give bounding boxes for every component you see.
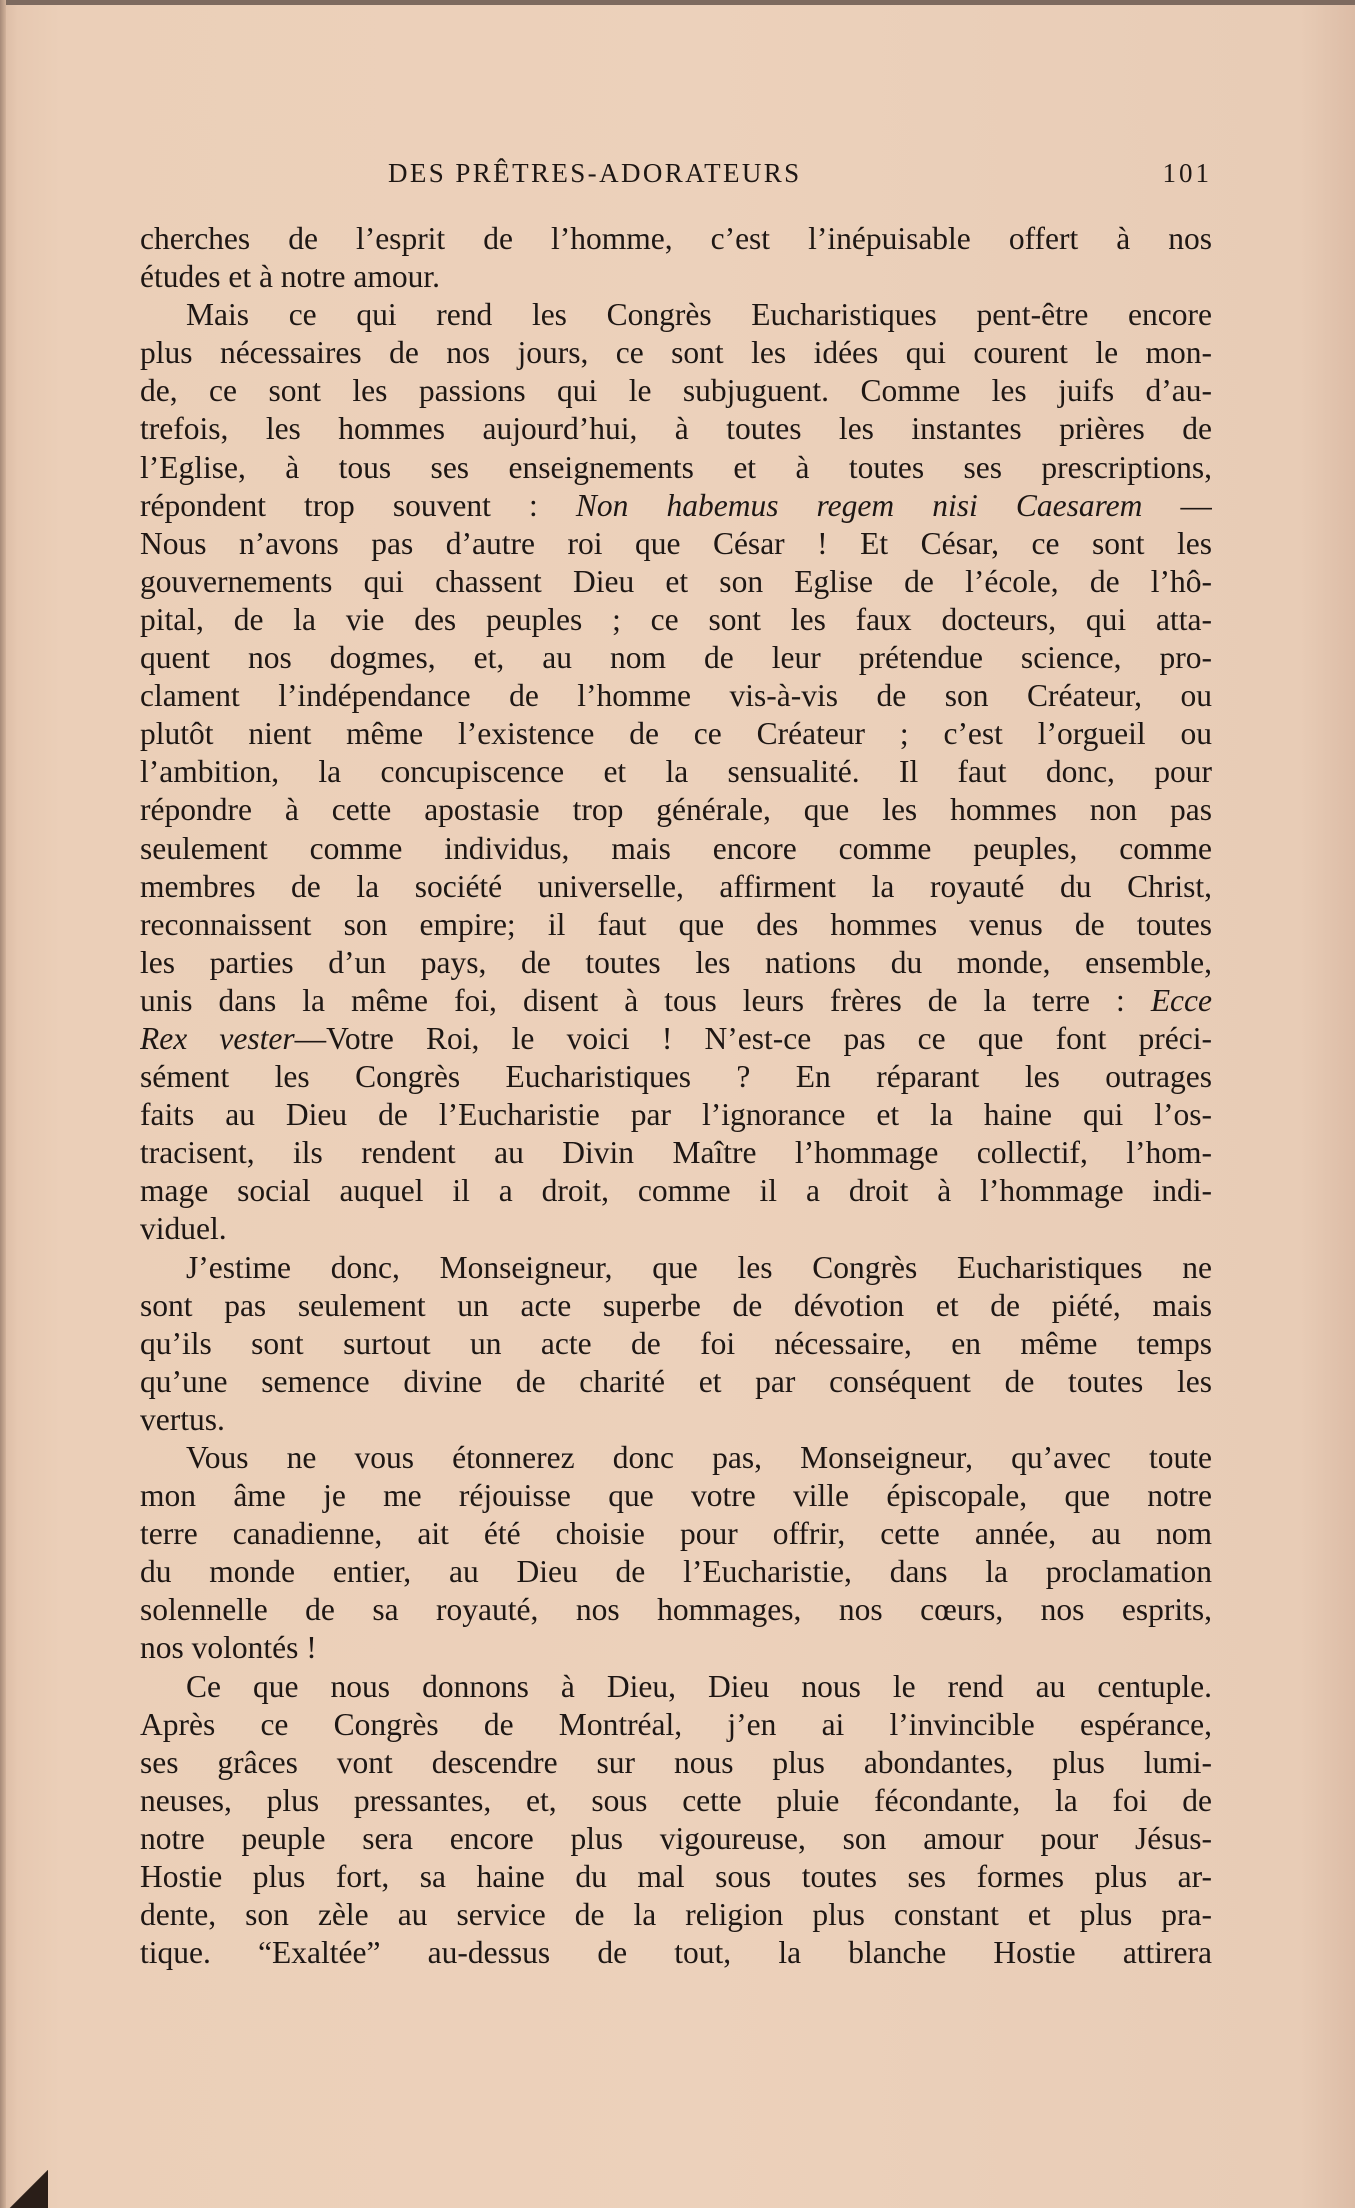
text-run: qu’ils sont surtout un acte de foi nécessaire, en même temps — [140, 1325, 1212, 1361]
text-run: nos volontés ! — [140, 1630, 317, 1666]
text-run: les parties d’un pays, de toutes les nations du monde, ensemble, — [140, 944, 1212, 980]
text-line — [140, 449, 1212, 487]
text-run: plus nécessaires de nos jours, ce sont les idées qui courent le mon- — [140, 335, 1212, 371]
page-top-edge — [0, 0, 1355, 5]
text-line — [140, 753, 1212, 791]
text-line — [140, 944, 1212, 982]
text-run: sont pas seulement un acte superbe de dévotion et de piété, mais — [140, 1287, 1212, 1323]
text-run: notre peuple sera encore plus vigoureuse, son amour pour Jésus- — [140, 1820, 1212, 1856]
text-line — [140, 830, 1212, 868]
text-run: viduel. — [140, 1211, 227, 1247]
text-run: tique. “Exaltée” au-dessus de tout, la blanche Hostie attirera — [140, 1935, 1212, 1971]
italic-phrase: Rex vester — [140, 1020, 295, 1056]
text-run: unis dans la même foi, disent à tous leurs frères de la terre : — [140, 982, 1125, 1018]
text-run: gouvernements qui chassent Dieu et son Eglise de l’école, de l’hô- — [140, 563, 1212, 599]
text-line — [140, 1896, 1212, 1934]
text-run: qu’une semence divine de charité et par conséquent de toutes les — [140, 1363, 1212, 1399]
text-run: terre canadienne, ait été choisie pour offrir, cette année, au nom — [140, 1516, 1212, 1552]
text-line — [140, 563, 1212, 601]
body-text — [140, 220, 1212, 1972]
text-run: Hostie plus fort, sa haine du mal sous toutes ses formes plus ar- — [140, 1859, 1212, 1895]
text-line — [140, 1744, 1212, 1782]
text-line — [140, 1325, 1212, 1363]
italic-phrase: Non habemus regem nisi Caesarem — [575, 487, 1143, 523]
text-line — [140, 1553, 1212, 1591]
text-run: faits au Dieu de l’Eucharistie par l’ignorance et la haine qui l’os- — [140, 1097, 1212, 1133]
text-line — [140, 1287, 1212, 1325]
text-run: J’estime donc, Monseigneur, que les Congrès Eucharistiques ne — [186, 1249, 1212, 1285]
text-run: tracisent, ils rendent au Divin Maître l’hommage collectif, l’hom- — [140, 1135, 1212, 1171]
page-binding-edge — [0, 0, 6, 2208]
text-line — [140, 1629, 1212, 1667]
text-run: plutôt nient même l’existence de ce Créateur ; c’est l’orgueil ou — [140, 716, 1212, 752]
text-run: études et à notre amour. — [140, 259, 441, 295]
text-line — [140, 1668, 1212, 1706]
text-run: répondre à cette apostasie trop générale, que les hommes non pas — [140, 792, 1212, 828]
text-line — [140, 791, 1212, 829]
text-line — [140, 677, 1212, 715]
text-line — [140, 1477, 1212, 1515]
text-line — [140, 296, 1212, 334]
text-line — [140, 410, 1212, 448]
text-line — [140, 525, 1212, 563]
text-run: trefois, les hommes aujourd’hui, à toutes les instantes prières de — [140, 411, 1212, 447]
text-line — [140, 1210, 1212, 1248]
text-line — [140, 1363, 1212, 1401]
text-run: répondent trop souvent : — [140, 487, 538, 523]
page-number: 101 — [1162, 158, 1212, 188]
text-run: mon âme je me réjouisse que votre ville épiscopale, que notre — [140, 1478, 1212, 1514]
text-line — [140, 1858, 1212, 1896]
text-run: Ce que nous donnons à Dieu, Dieu nous le rend au centuple. — [186, 1668, 1212, 1704]
text-run: sément les Congrès Eucharistiques ? En réparant les outrages — [140, 1059, 1212, 1095]
page-corner-shadow — [0, 2170, 48, 2208]
text-line — [140, 220, 1212, 258]
text-run: ses grâces vont descendre sur nous plus abondantes, plus lumi- — [140, 1744, 1212, 1780]
text-run: reconnaissent son empire; il faut que des hommes venus de toutes — [140, 906, 1212, 942]
text-run: dente, son zèle au service de la religion plus constant et plus pra- — [140, 1897, 1212, 1933]
text-run: seulement comme individus, mais encore comme peuples, comme — [140, 830, 1212, 866]
text-run: mage social auquel il a droit, comme il a droit à l’hommage indi- — [140, 1173, 1212, 1209]
text-run: Mais ce qui rend les Congrès Eucharistiques pent-être encore — [186, 297, 1212, 333]
text-line — [140, 1820, 1212, 1858]
text-run: solennelle de sa royauté, nos hommages, nos cœurs, nos esprits, — [140, 1592, 1212, 1628]
text-line — [140, 1515, 1212, 1553]
text-line — [140, 1782, 1212, 1820]
text-run: membres de la société universelle, affirment la royauté du Christ, — [140, 868, 1212, 904]
text-line — [140, 601, 1212, 639]
text-line — [140, 982, 1212, 1020]
text-line — [140, 1172, 1212, 1210]
text-run: vertus. — [140, 1401, 225, 1437]
italic-phrase: Ecce — [1150, 982, 1212, 1018]
text-line — [140, 1401, 1212, 1439]
text-line — [140, 1934, 1212, 1972]
text-run: l’ambition, la concupiscence et la sensualité. Il faut donc, pour — [140, 754, 1212, 790]
text-line — [140, 1020, 1212, 1058]
text-line — [140, 1591, 1212, 1629]
text-line — [140, 1706, 1212, 1744]
text-line — [140, 334, 1212, 372]
text-line — [140, 868, 1212, 906]
text-line — [140, 1096, 1212, 1134]
page-header — [140, 158, 1212, 198]
text-run: — — [1180, 487, 1212, 523]
text-line — [140, 1249, 1212, 1287]
text-line — [140, 258, 1212, 296]
text-line — [140, 639, 1212, 677]
text-line — [140, 715, 1212, 753]
running-head: DES PRÊTRES-ADORATEURS — [388, 158, 802, 188]
text-run: quent nos dogmes, et, au nom de leur prétendue science, pro- — [140, 640, 1212, 676]
text-run: neuses, plus pressantes, et, sous cette pluie fécondante, la foi de — [140, 1782, 1212, 1818]
text-line — [140, 1439, 1212, 1477]
text-run: de, ce sont les passions qui le subjuguent. Comme les juifs d’au- — [140, 373, 1212, 409]
text-line — [140, 487, 1212, 525]
text-run: —Votre Roi, le voici ! N’est-ce pas ce que font préci- — [294, 1020, 1212, 1056]
text-run: Vous ne vous étonnerez donc pas, Monseigneur, qu’avec toute — [186, 1440, 1212, 1475]
text-run: cherches de l’esprit de l’homme, c’est l’inépuisable offert à nos — [140, 221, 1212, 256]
text-run: l’Eglise, à tous ses enseignements et à toutes ses prescriptions, — [140, 449, 1212, 485]
text-run: pital, de la vie des peuples ; ce sont les faux docteurs, qui atta- — [140, 601, 1212, 637]
text-run: Après ce Congrès de Montréal, j’en ai l’invincible espérance, — [140, 1706, 1212, 1742]
text-run: Nous n’avons pas d’autre roi que César ! Et César, ce sont les — [140, 525, 1212, 561]
text-line — [140, 1058, 1212, 1096]
text-line — [140, 906, 1212, 944]
text-line — [140, 372, 1212, 410]
text-run: du monde entier, au Dieu de l’Eucharistie, dans la proclamation — [140, 1554, 1212, 1590]
text-line — [140, 1134, 1212, 1172]
text-run: clament l’indépendance de l’homme vis-à-vis de son Créateur, ou — [140, 678, 1212, 714]
